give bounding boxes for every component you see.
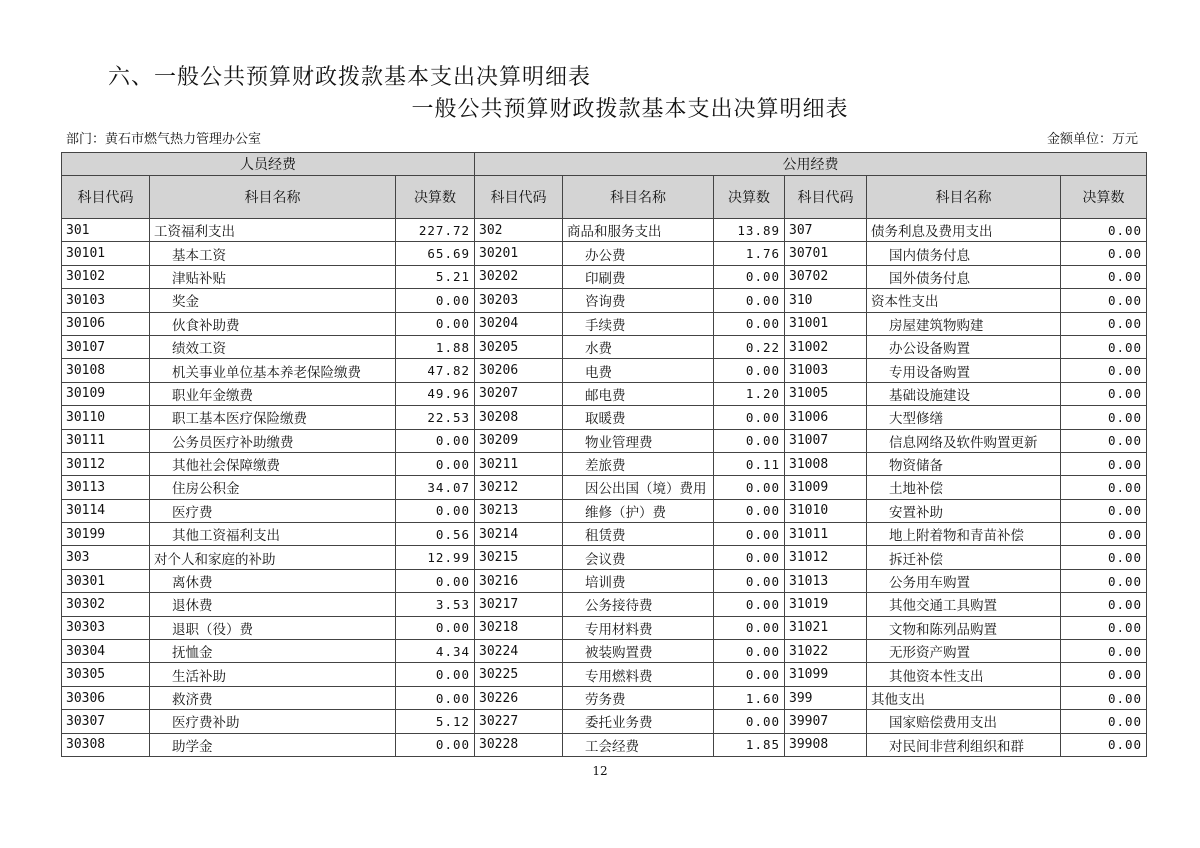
subject-code-cell: 30107 bbox=[62, 335, 150, 358]
subject-code-cell: 30114 bbox=[62, 499, 150, 522]
column-header-amount: 决算数 bbox=[1061, 176, 1147, 219]
column-header-code: 科目代码 bbox=[62, 176, 150, 219]
subject-name-cell: 大型修缮 bbox=[867, 406, 1061, 429]
amount-cell: 0.00 bbox=[1061, 265, 1147, 288]
amount-cell: 0.00 bbox=[714, 569, 785, 592]
department-label: 部门：黄石市燃气热力管理办公室 bbox=[66, 132, 262, 147]
table-row bbox=[62, 335, 1147, 358]
subject-name-cell: 文物和陈列品购置 bbox=[867, 616, 1061, 639]
subject-code-cell: 31012 bbox=[785, 546, 867, 569]
subject-code-cell: 31009 bbox=[785, 476, 867, 499]
amount-cell: 0.00 bbox=[396, 733, 475, 756]
table-title: 一般公共预算财政拨款基本支出决算明细表 bbox=[411, 97, 849, 122]
subject-name-cell: 专用设备购置 bbox=[867, 359, 1061, 382]
subject-name-cell: 国外债务付息 bbox=[867, 265, 1061, 288]
subject-code-cell: 39908 bbox=[785, 733, 867, 756]
subject-code-cell: 30228 bbox=[475, 733, 563, 756]
subject-name-cell: 其他资本性支出 bbox=[867, 663, 1061, 686]
subject-code-cell: 30103 bbox=[62, 289, 150, 312]
amount-cell: 0.00 bbox=[1061, 733, 1147, 756]
subject-code-cell: 30208 bbox=[475, 406, 563, 429]
subject-code-cell: 31011 bbox=[785, 523, 867, 546]
amount-cell: 0.00 bbox=[714, 640, 785, 663]
subject-name-cell: 基础设施建设 bbox=[867, 382, 1061, 405]
subject-code-cell: 30108 bbox=[62, 359, 150, 382]
amount-cell: 0.00 bbox=[1061, 242, 1147, 265]
amount-cell: 0.00 bbox=[1061, 663, 1147, 686]
amount-cell: 1.60 bbox=[714, 686, 785, 709]
subject-code-cell: 31010 bbox=[785, 499, 867, 522]
amount-cell: 0.00 bbox=[1061, 429, 1147, 452]
table-row bbox=[62, 406, 1147, 429]
amount-cell: 0.00 bbox=[714, 663, 785, 686]
subject-code-cell: 30101 bbox=[62, 242, 150, 265]
subject-name-cell: 医疗费补助 bbox=[150, 710, 396, 733]
subject-name-cell: 因公出国（境）费用 bbox=[563, 476, 714, 499]
subject-code-cell: 301 bbox=[62, 219, 150, 242]
table-row bbox=[62, 710, 1147, 733]
amount-cell: 0.00 bbox=[1061, 335, 1147, 358]
table-row bbox=[62, 733, 1147, 756]
subject-code-cell: 30303 bbox=[62, 616, 150, 639]
table-body bbox=[62, 219, 1147, 757]
subject-code-cell: 31002 bbox=[785, 335, 867, 358]
group-header-public: 公用经费 bbox=[475, 153, 1147, 176]
amount-unit-label: 金额单位：万元 bbox=[1046, 132, 1138, 147]
amount-cell: 0.00 bbox=[1061, 710, 1147, 733]
table-row bbox=[62, 476, 1147, 499]
amount-cell: 1.76 bbox=[714, 242, 785, 265]
amount-cell: 0.00 bbox=[1061, 382, 1147, 405]
subject-code-cell: 30214 bbox=[475, 523, 563, 546]
subject-code-cell: 30218 bbox=[475, 616, 563, 639]
subject-code-cell: 31019 bbox=[785, 593, 867, 616]
table-row bbox=[62, 219, 1147, 242]
subject-name-cell: 职工基本医疗保险缴费 bbox=[150, 406, 396, 429]
subject-code-cell: 30307 bbox=[62, 710, 150, 733]
amount-cell: 0.00 bbox=[714, 429, 785, 452]
subject-code-cell: 30306 bbox=[62, 686, 150, 709]
amount-cell: 0.00 bbox=[396, 569, 475, 592]
subject-name-cell: 物业管理费 bbox=[563, 429, 714, 452]
amount-cell: 0.00 bbox=[714, 710, 785, 733]
subject-name-cell: 公务员医疗补助缴费 bbox=[150, 429, 396, 452]
amount-cell: 0.00 bbox=[714, 359, 785, 382]
subject-code-cell: 31005 bbox=[785, 382, 867, 405]
subject-name-cell: 公务用车购置 bbox=[867, 569, 1061, 592]
subject-code-cell: 30213 bbox=[475, 499, 563, 522]
subject-name-cell: 租赁费 bbox=[563, 523, 714, 546]
amount-cell: 12.99 bbox=[396, 546, 475, 569]
subject-code-cell: 30209 bbox=[475, 429, 563, 452]
subject-name-cell: 信息网络及软件购置更新 bbox=[867, 429, 1061, 452]
subject-name-cell: 工会经费 bbox=[563, 733, 714, 756]
amount-cell: 0.00 bbox=[714, 265, 785, 288]
amount-cell: 0.00 bbox=[1061, 499, 1147, 522]
amount-cell: 0.00 bbox=[714, 499, 785, 522]
table-row bbox=[62, 686, 1147, 709]
subject-name-cell: 委托业务费 bbox=[563, 710, 714, 733]
subject-name-cell: 劳务费 bbox=[563, 686, 714, 709]
amount-cell: 0.00 bbox=[1061, 406, 1147, 429]
subject-code-cell: 30112 bbox=[62, 452, 150, 475]
subject-name-cell: 公务接待费 bbox=[563, 593, 714, 616]
amount-cell: 0.00 bbox=[396, 289, 475, 312]
amount-cell: 0.00 bbox=[1061, 640, 1147, 663]
subject-code-cell: 30204 bbox=[475, 312, 563, 335]
subject-name-cell: 取暖费 bbox=[563, 406, 714, 429]
amount-cell: 1.20 bbox=[714, 382, 785, 405]
amount-cell: 0.00 bbox=[1061, 359, 1147, 382]
table-row bbox=[62, 429, 1147, 452]
subject-code-cell: 31022 bbox=[785, 640, 867, 663]
subject-code-cell: 310 bbox=[785, 289, 867, 312]
amount-cell: 34.07 bbox=[396, 476, 475, 499]
subject-name-cell: 印刷费 bbox=[563, 265, 714, 288]
amount-cell: 0.00 bbox=[396, 452, 475, 475]
subject-name-cell: 绩效工资 bbox=[150, 335, 396, 358]
subject-name-cell: 咨询费 bbox=[563, 289, 714, 312]
amount-cell: 0.00 bbox=[1061, 219, 1147, 242]
subject-code-cell: 399 bbox=[785, 686, 867, 709]
subject-name-cell: 国家赔偿费用支出 bbox=[867, 710, 1061, 733]
subject-name-cell: 退休费 bbox=[150, 593, 396, 616]
subject-name-cell: 津贴补贴 bbox=[150, 265, 396, 288]
subject-code-cell: 30226 bbox=[475, 686, 563, 709]
amount-cell: 0.00 bbox=[714, 312, 785, 335]
amount-cell: 0.00 bbox=[396, 312, 475, 335]
subject-name-cell: 其他工资福利支出 bbox=[150, 523, 396, 546]
amount-cell: 1.85 bbox=[714, 733, 785, 756]
amount-cell: 0.00 bbox=[1061, 452, 1147, 475]
subject-name-cell: 离休费 bbox=[150, 569, 396, 592]
subject-name-cell: 机关事业单位基本养老保险缴费 bbox=[150, 359, 396, 382]
amount-cell: 13.89 bbox=[714, 219, 785, 242]
table-row bbox=[62, 452, 1147, 475]
amount-cell: 47.82 bbox=[396, 359, 475, 382]
table-row bbox=[62, 382, 1147, 405]
page-number: 12 bbox=[592, 764, 608, 778]
subject-code-cell: 307 bbox=[785, 219, 867, 242]
subject-name-cell: 奖金 bbox=[150, 289, 396, 312]
amount-cell: 0.00 bbox=[714, 476, 785, 499]
subject-code-cell: 30305 bbox=[62, 663, 150, 686]
subject-code-cell: 31008 bbox=[785, 452, 867, 475]
subject-name-cell: 被装购置费 bbox=[563, 640, 714, 663]
subject-code-cell: 31001 bbox=[785, 312, 867, 335]
subject-code-cell: 30203 bbox=[475, 289, 563, 312]
amount-cell: 5.21 bbox=[396, 265, 475, 288]
amount-cell: 0.00 bbox=[1061, 312, 1147, 335]
subject-name-cell: 对民间非营利组织和群 bbox=[867, 733, 1061, 756]
subject-code-cell: 30304 bbox=[62, 640, 150, 663]
subject-name-cell: 地上附着物和青苗补偿 bbox=[867, 523, 1061, 546]
table-row bbox=[62, 663, 1147, 686]
amount-cell: 0.00 bbox=[1061, 546, 1147, 569]
subject-code-cell: 30224 bbox=[475, 640, 563, 663]
subject-code-cell: 31021 bbox=[785, 616, 867, 639]
subject-name-cell: 拆迁补偿 bbox=[867, 546, 1061, 569]
column-header-name: 科目名称 bbox=[563, 176, 714, 219]
amount-cell: 0.00 bbox=[396, 686, 475, 709]
subject-code-cell: 30227 bbox=[475, 710, 563, 733]
amount-cell: 0.00 bbox=[1061, 686, 1147, 709]
subject-code-cell: 30212 bbox=[475, 476, 563, 499]
amount-cell: 22.53 bbox=[396, 406, 475, 429]
subject-name-cell: 助学金 bbox=[150, 733, 396, 756]
amount-cell: 0.00 bbox=[714, 406, 785, 429]
subject-name-cell: 邮电费 bbox=[563, 382, 714, 405]
subject-name-cell: 国内债务付息 bbox=[867, 242, 1061, 265]
amount-cell: 0.00 bbox=[396, 429, 475, 452]
subject-name-cell: 其他交通工具购置 bbox=[867, 593, 1061, 616]
subject-code-cell: 30308 bbox=[62, 733, 150, 756]
subject-name-cell: 会议费 bbox=[563, 546, 714, 569]
column-header-code: 科目代码 bbox=[475, 176, 563, 219]
subject-code-cell: 303 bbox=[62, 546, 150, 569]
subject-code-cell: 30206 bbox=[475, 359, 563, 382]
subject-name-cell: 土地补偿 bbox=[867, 476, 1061, 499]
table-row bbox=[62, 359, 1147, 382]
subject-code-cell: 31003 bbox=[785, 359, 867, 382]
amount-cell: 0.00 bbox=[1061, 289, 1147, 312]
subject-code-cell: 31013 bbox=[785, 569, 867, 592]
table-row bbox=[62, 312, 1147, 335]
amount-cell: 1.88 bbox=[396, 335, 475, 358]
subject-name-cell: 其他支出 bbox=[867, 686, 1061, 709]
subject-code-cell: 30111 bbox=[62, 429, 150, 452]
column-header-amount: 决算数 bbox=[396, 176, 475, 219]
table-row bbox=[62, 289, 1147, 312]
amount-cell: 0.22 bbox=[714, 335, 785, 358]
subject-code-cell: 30225 bbox=[475, 663, 563, 686]
subject-name-cell: 专用材料费 bbox=[563, 616, 714, 639]
subject-code-cell: 30201 bbox=[475, 242, 563, 265]
subject-name-cell: 电费 bbox=[563, 359, 714, 382]
subject-code-cell: 30110 bbox=[62, 406, 150, 429]
amount-cell: 0.00 bbox=[1061, 476, 1147, 499]
subject-name-cell: 水费 bbox=[563, 335, 714, 358]
subject-name-cell: 抚恤金 bbox=[150, 640, 396, 663]
subject-name-cell: 医疗费 bbox=[150, 499, 396, 522]
amount-cell: 0.00 bbox=[396, 616, 475, 639]
amount-cell: 0.56 bbox=[396, 523, 475, 546]
table-row bbox=[62, 640, 1147, 663]
subject-code-cell: 30302 bbox=[62, 593, 150, 616]
subject-code-cell: 30211 bbox=[475, 452, 563, 475]
table-row bbox=[62, 616, 1147, 639]
amount-cell: 3.53 bbox=[396, 593, 475, 616]
amount-cell: 0.00 bbox=[714, 546, 785, 569]
subject-code-cell: 30207 bbox=[475, 382, 563, 405]
subject-code-cell: 302 bbox=[475, 219, 563, 242]
section-title: 六、一般公共预算财政拨款基本支出决算明细表 bbox=[108, 65, 592, 90]
subject-name-cell: 无形资产购置 bbox=[867, 640, 1061, 663]
subject-code-cell: 30199 bbox=[62, 523, 150, 546]
subject-code-cell: 30216 bbox=[475, 569, 563, 592]
subject-name-cell: 办公费 bbox=[563, 242, 714, 265]
subject-code-cell: 30205 bbox=[475, 335, 563, 358]
subject-name-cell: 债务利息及费用支出 bbox=[867, 219, 1061, 242]
subject-code-cell: 30702 bbox=[785, 265, 867, 288]
subject-name-cell: 住房公积金 bbox=[150, 476, 396, 499]
subject-code-cell: 30106 bbox=[62, 312, 150, 335]
column-header-name: 科目名称 bbox=[867, 176, 1061, 219]
subject-name-cell: 房屋建筑物购建 bbox=[867, 312, 1061, 335]
subject-code-cell: 39907 bbox=[785, 710, 867, 733]
subject-code-cell: 30113 bbox=[62, 476, 150, 499]
amount-cell: 0.00 bbox=[714, 289, 785, 312]
subject-name-cell: 资本性支出 bbox=[867, 289, 1061, 312]
column-header-name: 科目名称 bbox=[150, 176, 396, 219]
subject-name-cell: 退职（役）费 bbox=[150, 616, 396, 639]
subject-name-cell: 物资储备 bbox=[867, 452, 1061, 475]
amount-cell: 0.11 bbox=[714, 452, 785, 475]
amount-cell: 65.69 bbox=[396, 242, 475, 265]
amount-cell: 0.00 bbox=[1061, 569, 1147, 592]
subject-code-cell: 30202 bbox=[475, 265, 563, 288]
amount-cell: 0.00 bbox=[714, 593, 785, 616]
subject-name-cell: 基本工资 bbox=[150, 242, 396, 265]
amount-cell: 4.34 bbox=[396, 640, 475, 663]
subject-name-cell: 培训费 bbox=[563, 569, 714, 592]
table-row bbox=[62, 499, 1147, 522]
table-row bbox=[62, 242, 1147, 265]
table-row bbox=[62, 593, 1147, 616]
amount-cell: 0.00 bbox=[1061, 523, 1147, 546]
subject-name-cell: 对个人和家庭的补助 bbox=[150, 546, 396, 569]
subject-name-cell: 伙食补助费 bbox=[150, 312, 396, 335]
amount-cell: 227.72 bbox=[396, 219, 475, 242]
table-row bbox=[62, 569, 1147, 592]
subject-code-cell: 31007 bbox=[785, 429, 867, 452]
amount-cell: 0.00 bbox=[1061, 593, 1147, 616]
table-row bbox=[62, 546, 1147, 569]
table-row bbox=[62, 523, 1147, 546]
subject-code-cell: 31006 bbox=[785, 406, 867, 429]
subject-code-cell: 30109 bbox=[62, 382, 150, 405]
table-row bbox=[62, 265, 1147, 288]
amount-cell: 0.00 bbox=[396, 663, 475, 686]
subject-name-cell: 手续费 bbox=[563, 312, 714, 335]
subject-code-cell: 30301 bbox=[62, 569, 150, 592]
subject-name-cell: 生活补助 bbox=[150, 663, 396, 686]
group-header-personnel: 人员经费 bbox=[62, 153, 475, 176]
subject-name-cell: 商品和服务支出 bbox=[563, 219, 714, 242]
amount-cell: 0.00 bbox=[714, 523, 785, 546]
expenditure-detail-table bbox=[61, 152, 1147, 757]
subject-name-cell: 工资福利支出 bbox=[150, 219, 396, 242]
amount-cell: 0.00 bbox=[396, 499, 475, 522]
subject-name-cell: 救济费 bbox=[150, 686, 396, 709]
subject-name-cell: 其他社会保障缴费 bbox=[150, 452, 396, 475]
subject-code-cell: 30215 bbox=[475, 546, 563, 569]
amount-cell: 0.00 bbox=[714, 616, 785, 639]
amount-cell: 0.00 bbox=[1061, 616, 1147, 639]
amount-cell: 5.12 bbox=[396, 710, 475, 733]
amount-cell: 49.96 bbox=[396, 382, 475, 405]
subject-name-cell: 办公设备购置 bbox=[867, 335, 1061, 358]
subject-name-cell: 专用燃料费 bbox=[563, 663, 714, 686]
subject-code-cell: 30102 bbox=[62, 265, 150, 288]
subject-name-cell: 职业年金缴费 bbox=[150, 382, 396, 405]
column-header-amount: 决算数 bbox=[714, 176, 785, 219]
subject-code-cell: 30701 bbox=[785, 242, 867, 265]
subject-code-cell: 30217 bbox=[475, 593, 563, 616]
subject-name-cell: 差旅费 bbox=[563, 452, 714, 475]
subject-name-cell: 安置补助 bbox=[867, 499, 1061, 522]
column-header-code: 科目代码 bbox=[785, 176, 867, 219]
subject-code-cell: 31099 bbox=[785, 663, 867, 686]
subject-name-cell: 维修（护）费 bbox=[563, 499, 714, 522]
